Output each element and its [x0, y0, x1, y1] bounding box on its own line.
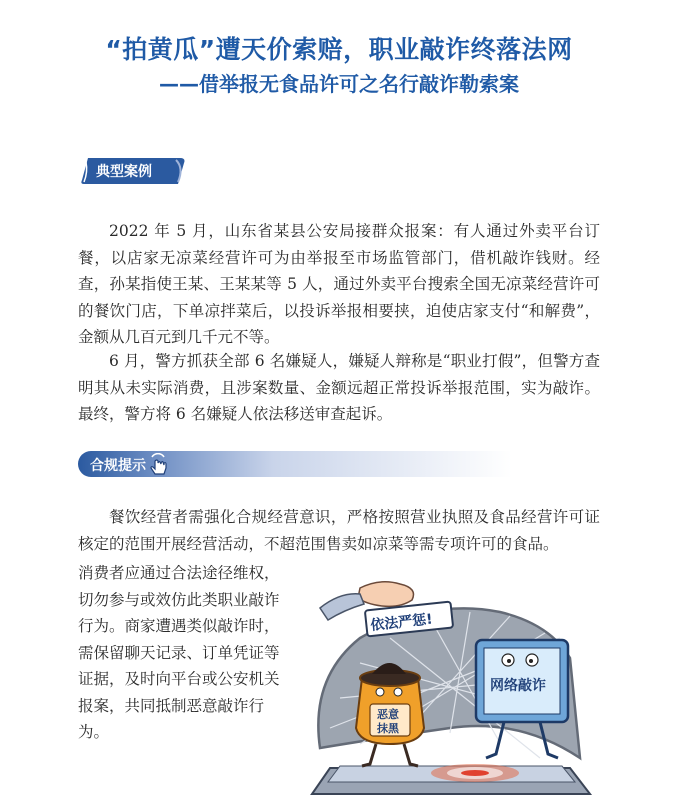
illustration [300, 568, 600, 804]
laptop-icon [312, 764, 590, 794]
pointing-hand-icon [146, 453, 172, 477]
case-badge [80, 154, 188, 188]
tip-paragraph-2: 消费者应通过合法途径维权，切勿参与或效仿此类职业敲诈行为。商家遭遇类似敲诈时，需保留聊天记录、订单凭证等证据，及时向平台或公安机关报案，共同抵制恶意敲诈行为。 [78, 564, 280, 741]
tip-paragraph-1: 餐饮经营者需强化合规经营意识，严格按照营业执照及食品经营许可证核定的范围开展经营活动，不超范围售卖如凉菜等需专项许可的食品。 [78, 508, 600, 553]
jar-character [356, 663, 424, 766]
sign-text: 依法严惩! [369, 611, 434, 635]
case-paragraph-2: 6 月，警方抓获全部 6 名嫌疑人，嫌疑人辩称是“职业打假”，但警方查明其从未实际消费，且涉案数量、金额远超正常投诉举报范围，实为敲诈。最终，警方将 6 名嫌疑人依法移送审查起诉。 [78, 352, 600, 423]
page-title: “拍黄瓜”遭天价索赔，职业敲诈终落法网 [105, 35, 573, 64]
jar-label-line2: 抹黑 [377, 722, 399, 735]
jar-label-line1: 恶意 [377, 708, 399, 721]
tip-badge-label: 合规提示 [90, 458, 146, 474]
tip-badge [78, 451, 512, 477]
case-badge-label: 典型案例 [96, 164, 152, 180]
case-paragraph-1: 2022 年 5 月，山东省某县公安局接群众报案：有人通过外卖平台订餐，以店家无凉菜经营许可为由举报至市场监管部门，借机敲诈钱财。经查，孙某指使王某、王某某等 5 人，通过外卖平台搜索全国无凉菜经营许可的餐饮门店，下单凉拌菜后，以投诉举报相要挟，迫使店家支付“和解费”，金额从几百元到几千元不等。 [78, 222, 600, 346]
monitor-label: 网络敲诈 [490, 678, 546, 694]
page-subtitle: ——借举报无食品许可之名行敲诈勒索案 [159, 72, 519, 96]
